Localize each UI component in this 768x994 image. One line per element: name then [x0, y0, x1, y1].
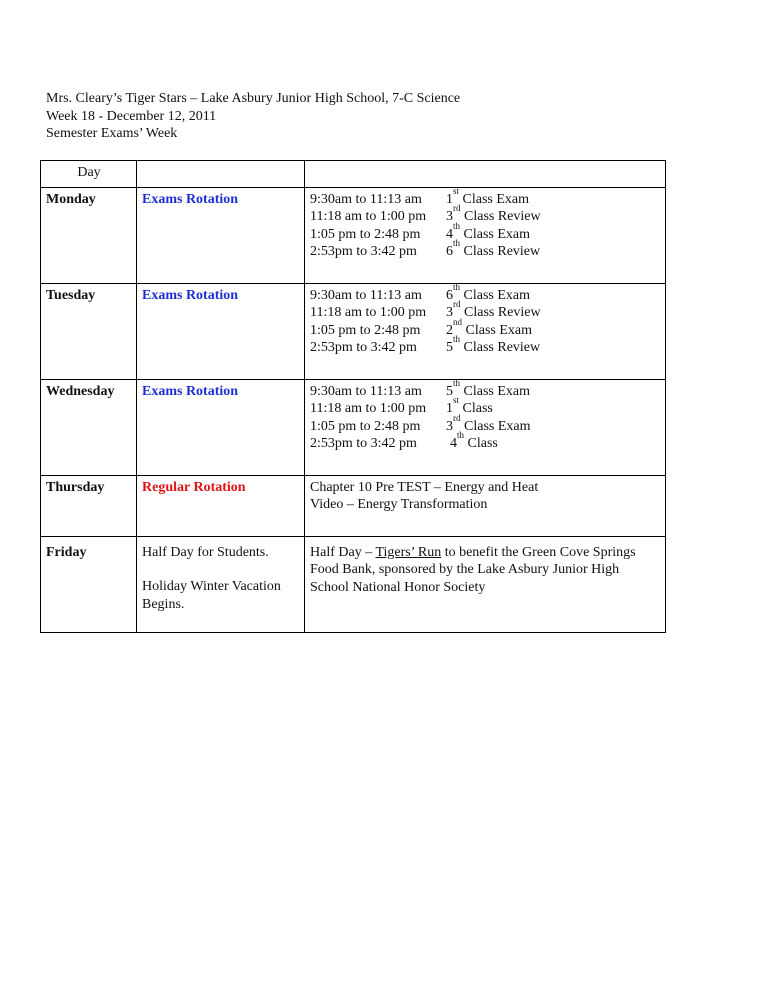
friday-note-2: Holiday Winter Vacation Begins.	[142, 579, 281, 612]
details-tuesday	[305, 284, 666, 380]
slot: 1:05 pm to 2:48 pm 3 rd Class Exam	[310, 412, 531, 434]
rotation-wednesday: Exams Rotation	[137, 380, 305, 476]
friday-detail-post: to benefit the Green Cove Springs Food Bank, sponsored by the Lake Asbury Junior High School National Honor Society	[310, 545, 636, 595]
details-thursday	[305, 476, 666, 537]
slot: 2:53pm to 3:42 pm 6 th Class Review	[310, 237, 541, 259]
rotation-monday: Exams Rotation	[137, 188, 305, 284]
header-day: Day	[41, 161, 137, 188]
thursday-line-2: Video – Energy Transformation	[310, 497, 488, 513]
details-wednesday	[305, 380, 666, 476]
header-details	[305, 161, 666, 188]
slot: 2:53pm to 3:42 pm 4 th Class	[310, 429, 498, 451]
day-tuesday: Tuesday	[41, 284, 137, 380]
rotation-thursday: Regular Rotation	[137, 476, 305, 537]
slot: 9:30am to 11:13 am 1 st Class Exam	[310, 186, 530, 207]
notes-friday	[137, 537, 305, 633]
tigers-run-link[interactable]: Tigers’ Run	[375, 545, 442, 560]
thursday-line-1: Chapter 10 Pre TEST – Energy and Heat	[310, 480, 539, 495]
slot: 11:18 am to 1:00 pm 3 rd Class Review	[310, 299, 541, 321]
slot: 2:53pm to 3:42 pm 5 th Class Review	[310, 333, 541, 355]
table-header-row	[41, 161, 666, 188]
day-monday: Monday	[41, 188, 137, 284]
header-title: Mrs. Cleary’s Tiger Stars – Lake Asbury Junior High School, 7-C Science	[46, 91, 461, 106]
table-row	[41, 284, 666, 380]
day-friday: Friday	[41, 537, 137, 633]
table-row	[41, 537, 666, 633]
document-header	[46, 90, 460, 143]
friday-note-1: Half Day for Students.	[142, 545, 269, 560]
table-row	[41, 380, 666, 476]
day-wednesday: Wednesday	[41, 380, 137, 476]
header-week: Week 18 - December 12, 2011	[46, 108, 217, 124]
details-friday	[305, 537, 666, 633]
slot: 11:18 am to 1:00 pm 3 rd Class Review	[310, 203, 541, 225]
slot: 9:30am to 11:13 am 5 th Class Exam	[310, 378, 531, 399]
rotation-tuesday: Exams Rotation	[137, 284, 305, 380]
details-monday	[305, 188, 666, 284]
friday-detail-pre: Half Day –	[310, 545, 376, 560]
table-row	[41, 476, 666, 537]
header-rotation	[137, 161, 305, 188]
slot: 1:05 pm to 2:48 pm 2 nd Class Exam	[310, 316, 532, 338]
slot: 9:30am to 11:13 am 6 th Class Exam	[310, 282, 531, 303]
table-row	[41, 188, 666, 284]
schedule-table	[40, 160, 666, 633]
day-thursday: Thursday	[41, 476, 137, 537]
slot: 11:18 am to 1:00 pm 1 st Class	[310, 395, 493, 417]
slot: 1:05 pm to 2:48 pm 4 th Class Exam	[310, 220, 531, 242]
header-subtitle: Semester Exams’ Week	[46, 126, 178, 141]
